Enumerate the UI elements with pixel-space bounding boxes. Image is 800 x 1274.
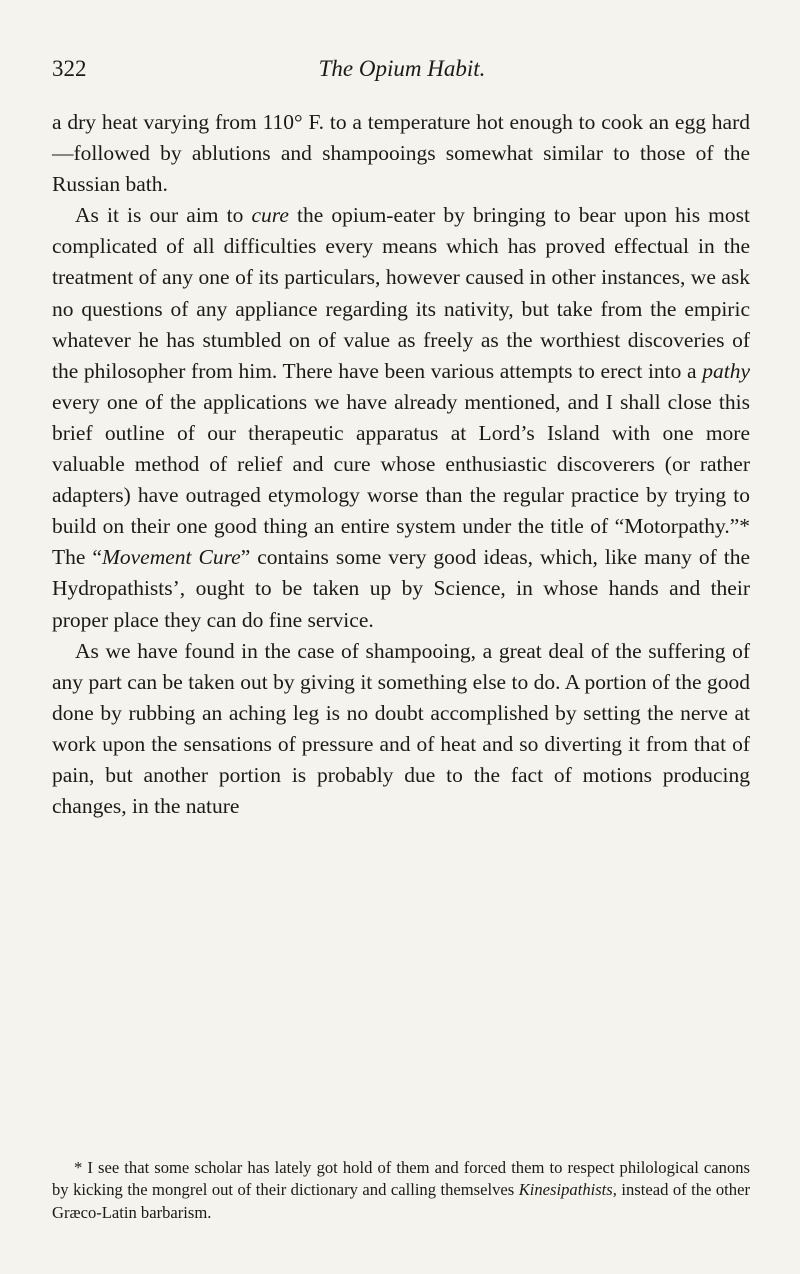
running-title: The Opium Habit. bbox=[318, 56, 486, 81]
paragraph-2-part-a: As it is our aim to bbox=[75, 203, 252, 228]
paragraph-3: As we have found in the case of shampooing, a great deal of the suffering of any part can be taken out by giving it something else to do. A portion of the good done by rubbing an aching leg is no doubt accomplished by setting the nerve at work upon the sensations of pressure and of heat and so diverting it from that of pain, but another portion is probably due to the fact of motions producing changes, in the nature bbox=[52, 638, 750, 819]
footnote-text bbox=[52, 1157, 750, 1224]
footnote-part-a: * I see that some scholar has lately got hold of them and forced them to respect philological canons by kicking the mongrel out of their dictionary and calling themselves bbox=[52, 1158, 750, 1200]
emphasis-pathy: pathy bbox=[702, 358, 750, 383]
body-text bbox=[52, 107, 750, 822]
footnote-part-c: , instead of the other Græco-Latin barbarism. bbox=[52, 1180, 750, 1222]
paragraph-2 bbox=[52, 200, 750, 635]
emphasis-movement-cure: Movement Cure bbox=[101, 545, 241, 570]
emphasis-kinesipathists: Kinesipathists bbox=[518, 1180, 613, 1200]
page-number: 322 bbox=[52, 56, 87, 81]
paragraph-1: a dry heat varying from 110° F. to a temperature hot enough to cook an egg hard—followed by ablutions and shampooings somewhat similar to those of the Russian bath. bbox=[52, 110, 750, 197]
page-header bbox=[52, 56, 752, 88]
emphasis-cure: cure bbox=[251, 203, 289, 228]
paragraph-2-part-g: ” contains some very good ideas, which, like many of the Hydropathists’, ought to be taken up by Science, in whose hands and their proper place they can do fine service. bbox=[52, 545, 751, 632]
footnote bbox=[52, 1157, 750, 1224]
paragraph-2-part-c: the opium-eater by bringing to bear upon his most complicated of all difficulties every means which has proved effectual in the treatment of any one of its particulars, however caused in other instances, we ask no questions of any appliance regarding its nativity, but take from the empiric whatever he has stumbled on of value as freely as the worthiest discoveries of the philosopher from him. There have been various attempts to erect into a bbox=[52, 203, 750, 383]
paragraph-2-part-e: every one of the applications we have already mentioned, and I shall close this brief outline of our therapeutic apparatus at Lord’s Island with one more valuable method of relief and cure whose enthusiastic discoverers (or rather adapters) have outraged etymology worse than the regular practice by trying to build on their one good thing an entire system under the title of “Motorpathy.”* The “ bbox=[52, 389, 750, 570]
